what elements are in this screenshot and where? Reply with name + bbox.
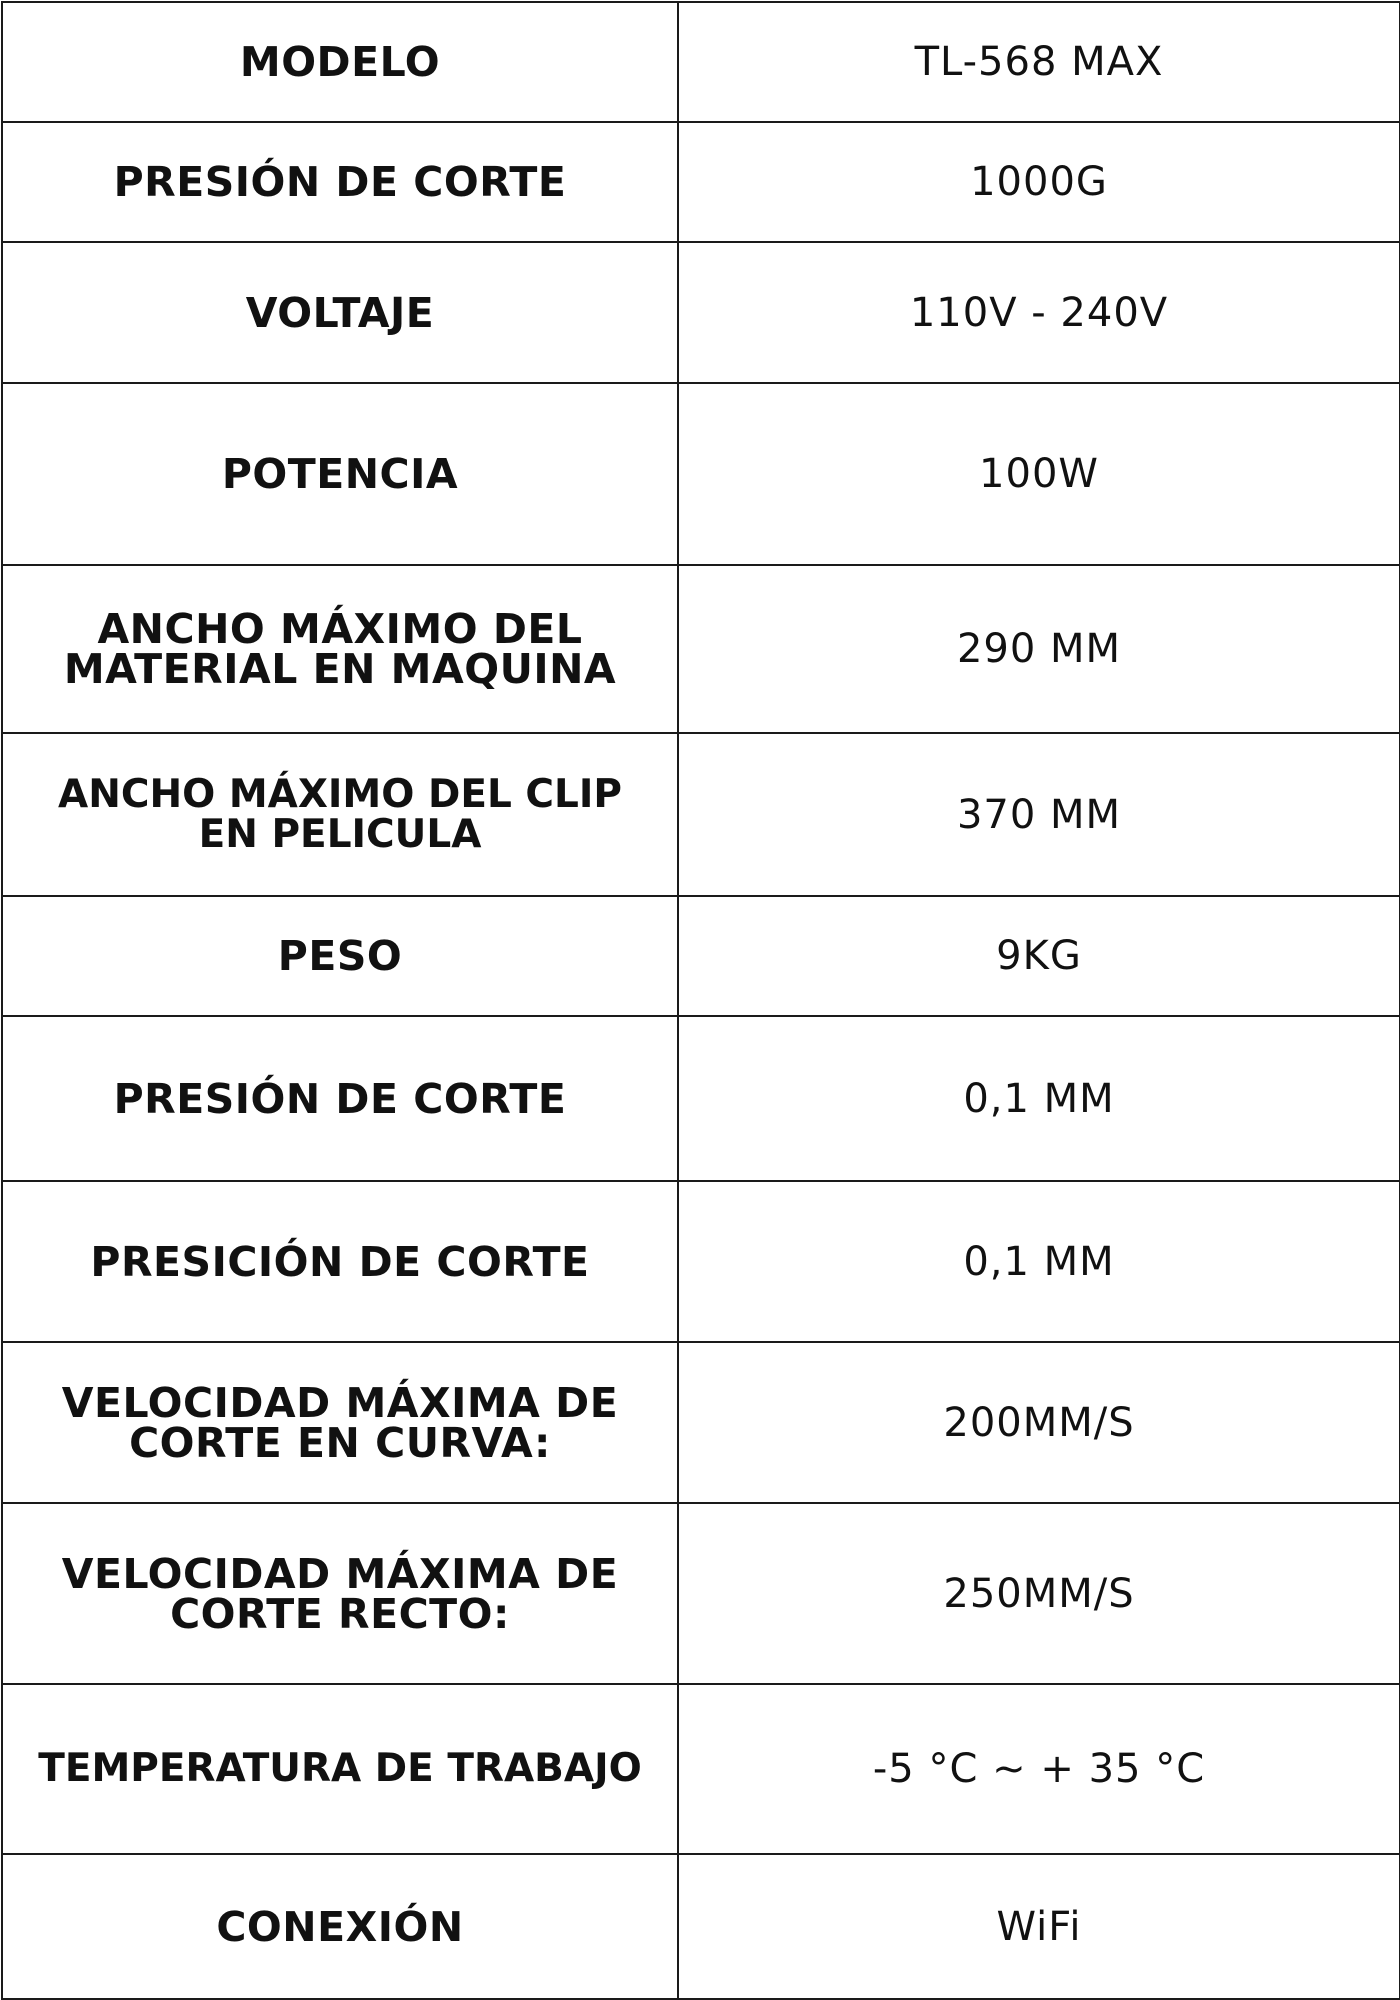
spec-label: VOLTAJE [2, 242, 678, 383]
spec-value: 110V - 240V [678, 242, 1400, 383]
spec-row-velocidad-curva [2, 1342, 1400, 1503]
spec-label: CONEXIÓN [2, 1854, 678, 1999]
spec-label-line-1: ANCHO MÁXIMO DEL [97, 605, 583, 653]
spec-label: PRESICIÓN DE CORTE [2, 1181, 678, 1342]
spec-label [2, 733, 678, 896]
spec-value: 290 MM [678, 565, 1400, 733]
spec-row-presion-de-corte-2 [2, 1016, 1400, 1181]
spec-row-presicion-de-corte [2, 1181, 1400, 1342]
spec-value: 1000G [678, 122, 1400, 242]
spec-row-conexion [2, 1854, 1400, 1999]
spec-value: TL-568 MAX [678, 2, 1400, 122]
spec-value: -5 °C ~ + 35 °C [678, 1684, 1400, 1854]
spec-value: 200MM/S [678, 1342, 1400, 1503]
spec-label: PESO [2, 896, 678, 1016]
spec-label [2, 1342, 678, 1503]
spec-label-line-1: VELOCIDAD MÁXIMA DE [61, 1549, 619, 1598]
spec-row-temperatura [2, 1684, 1400, 1854]
spec-label-line-2: MATERIAL EN MAQUINA [63, 645, 617, 693]
spec-label: MODELO [2, 2, 678, 122]
spec-label: PRESIÓN DE CORTE [2, 1016, 678, 1181]
spec-row-ancho-maximo-material [2, 565, 1400, 733]
spec-row-voltaje [2, 242, 1400, 383]
spec-label [2, 565, 678, 733]
spec-label-line-1: ANCHO MÁXIMO DEL CLIP [58, 771, 622, 817]
spec-label: POTENCIA [2, 383, 678, 565]
spec-label-line-2: CORTE RECTO: [170, 1589, 510, 1638]
spec-row-peso [2, 896, 1400, 1016]
spec-value: 0,1 MM [678, 1181, 1400, 1342]
spec-value: 9KG [678, 896, 1400, 1016]
spec-label-line-1: VELOCIDAD MÁXIMA DE [61, 1378, 619, 1427]
spec-row-potencia [2, 383, 1400, 565]
spec-label-line-2: CORTE EN CURVA: [129, 1418, 551, 1467]
spec-row-ancho-maximo-clip [2, 733, 1400, 896]
spec-row-velocidad-recto [2, 1503, 1400, 1684]
spec-label-line-2: EN PELICULA [198, 811, 482, 857]
spec-row-presion-de-corte [2, 122, 1400, 242]
spec-value: 370 MM [678, 733, 1400, 896]
spec-label: PRESIÓN DE CORTE [2, 122, 678, 242]
spec-label [2, 1503, 678, 1684]
spec-value: 250MM/S [678, 1503, 1400, 1684]
spec-value: 100W [678, 383, 1400, 565]
spec-row-modelo [2, 2, 1400, 122]
spec-value: 0,1 MM [678, 1016, 1400, 1181]
spec-label: TEMPERATURA DE TRABAJO [2, 1684, 678, 1854]
specifications-table [1, 1, 1400, 2000]
spec-value: WiFi [678, 1854, 1400, 1999]
